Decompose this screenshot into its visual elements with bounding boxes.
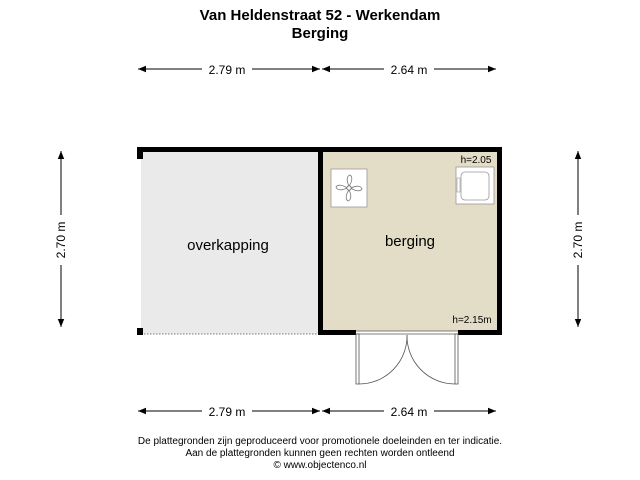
wall-bottom-left-berging: [318, 330, 356, 335]
boiler-icon: [456, 167, 494, 204]
height-label-top: h=2.05: [460, 155, 492, 166]
wall-top-overkapping: [137, 147, 323, 152]
plan-address-title: Van Heldenstraat 52 - Werkendam: [199, 7, 441, 24]
dimension-right: [570, 151, 586, 327]
room-label-berging: berging: [384, 233, 436, 250]
disclaimer-line-2: Aan de plattegronden kunnen geen rechten worden ontleend: [185, 448, 455, 459]
disclaimer-line-1: De plattegronden zijn geproduceerd voor promotionele doeleinden en ter indicatie.: [137, 436, 503, 447]
height-label-bottom: h=2.15m: [452, 315, 492, 326]
room-berging: [318, 147, 502, 335]
wall-right-berging: [497, 147, 502, 335]
dimension-label-right: 2.70 m: [571, 221, 585, 259]
dimension-label-top-left: 2.79 m: [208, 63, 246, 77]
dimension-left: [53, 151, 69, 327]
room-overkapping: [137, 147, 323, 335]
dimension-bottom: [138, 403, 496, 419]
dimension-label-bottom-left: 2.79 m: [208, 405, 246, 419]
dimension-label-left: 2.70 m: [54, 221, 68, 259]
post-bottom-left: [137, 328, 143, 335]
double-door-icon: [356, 334, 458, 384]
door-leaf-left: [356, 334, 359, 384]
wall-bottom-right-berging: [458, 330, 502, 335]
door-swing-left: [359, 335, 407, 384]
ventilation-fan-icon: [331, 169, 367, 207]
plan-floor-title: Berging: [291, 25, 349, 42]
wall-left-berging: [318, 147, 323, 335]
copyright-link[interactable]: © www.objectenco.nl: [273, 460, 367, 471]
door-swing-right: [407, 335, 455, 384]
dimension-top: [138, 61, 496, 77]
dimension-label-bottom-right: 2.64 m: [390, 405, 428, 419]
wall-top-berging: [318, 147, 502, 152]
post-top-left: [137, 147, 143, 159]
dimension-label-top-right: 2.64 m: [390, 63, 428, 77]
door-leaf-right: [455, 334, 458, 384]
room-label-overkapping: overkapping: [187, 237, 269, 254]
